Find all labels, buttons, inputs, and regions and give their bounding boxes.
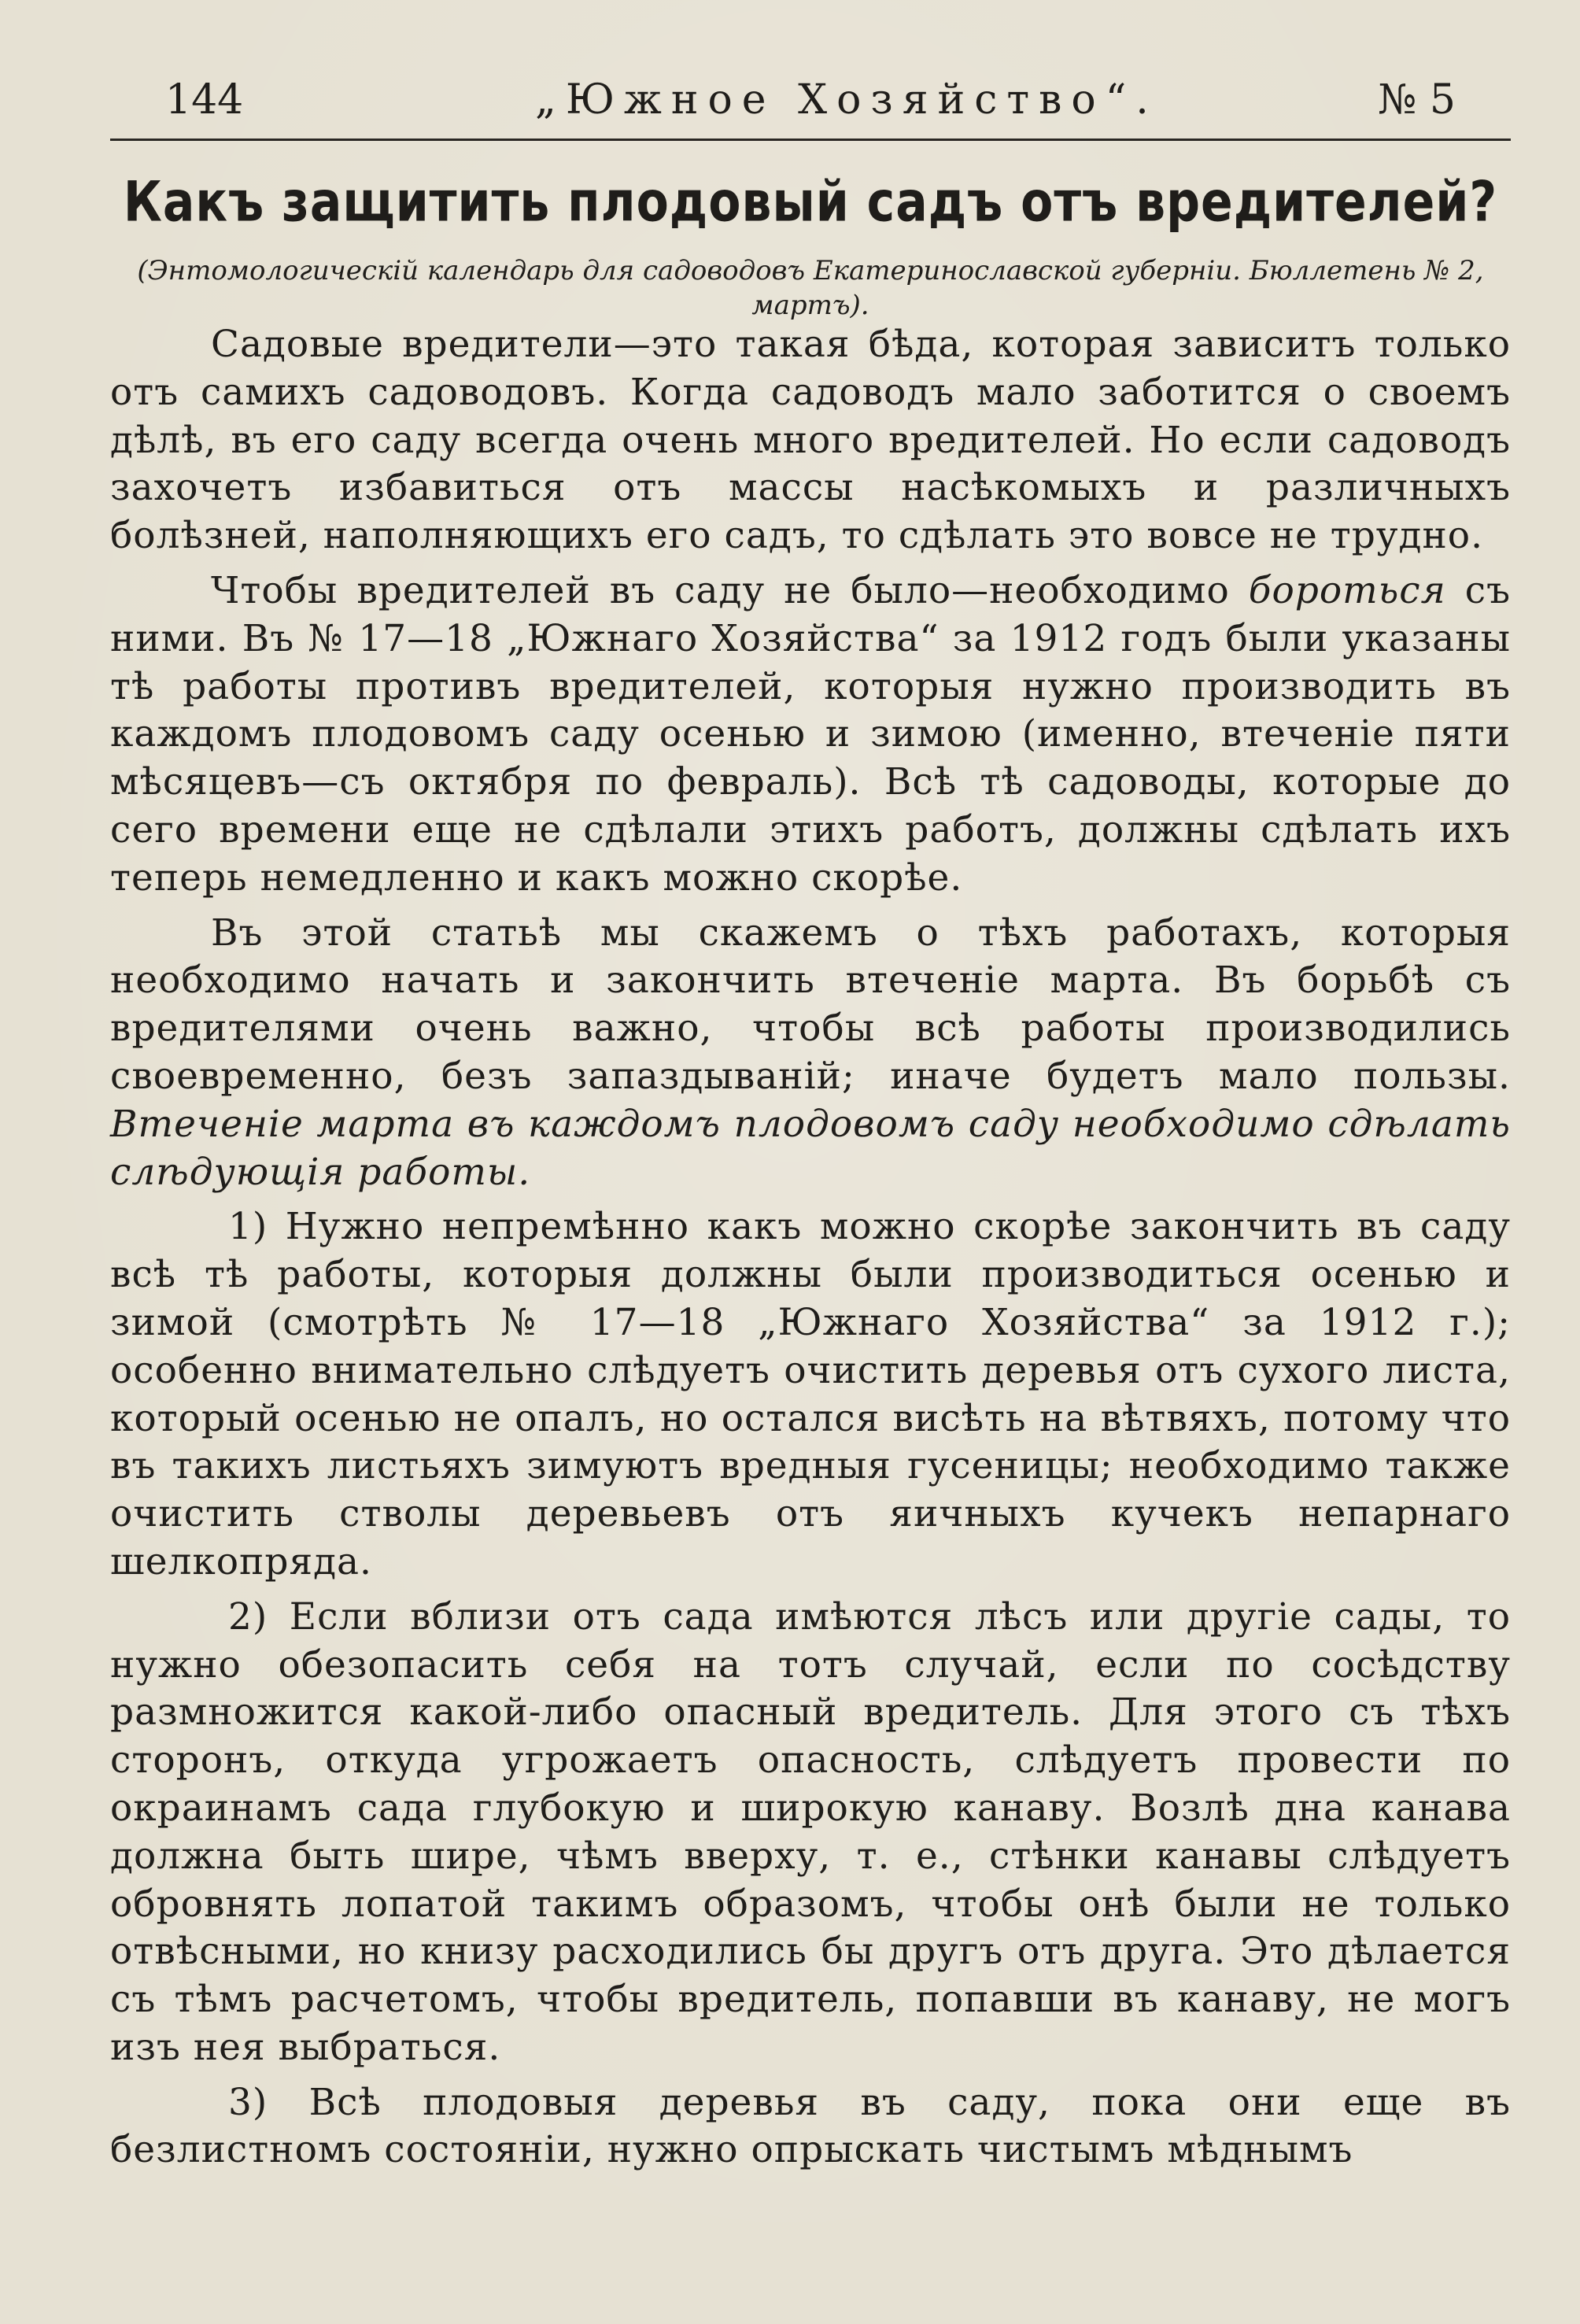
header-rule [110,139,1511,141]
article-title: Какъ защитить плодовый садъ отъ вредителей? [123,169,1498,235]
paragraph-2-emphasis: бороться [1248,568,1446,612]
paragraph-1: Садовые вредители—это такая бѣда, которая зависитъ только отъ самихъ садоводовъ. Когда садоводъ мало заботится о своемъ дѣлѣ, въ его саду всегда очень много вредителей. Но если садоводъ захочетъ избавиться отъ массы насѣкомыхъ и различныхъ болѣзней, наполняющихъ его садъ, то сдѣлать это вовсе не трудно. [110,323,1511,558]
article-source: (Энтомологическій календарь для садоводовъ Екатеринославской губерніи. Бюллетень № 2, мартъ). [137,255,1484,321]
paragraph-3-emphasis: Втеченіе марта въ каждомъ плодовомъ саду необходимо сдѣлать слѣдующія работы. [110,1102,1511,1194]
journal-title: „Южное Хозяйство“. [535,76,1158,124]
issue-number: № 5 [1378,76,1456,124]
paragraph-2-end: съ ними. Въ № 17—18 „Южнаго Хозяйства“ за 1912 годъ были указаны тѣ работы противъ вредителей, которыя нужно производить въ каждомъ плодовомъ саду осенью и зимою (именно, втеченіе пяти мѣсяцевъ—съ октября по февраль). Всѣ тѣ садоводы, которые до сего времени еще не сдѣлали этихъ работъ, должны сдѣлать ихъ теперь немедленно и какъ можно скорѣе. [110,568,1511,900]
paragraph-2 [110,567,1511,903]
running-header [165,72,1456,127]
list-item-2: 2) Если вблизи отъ сада имѣются лѣсъ или другіе сады, то нужно обезопасить себя на тотъ случай, если по сосѣдству размножится какой-либо опасный вредитель. Для этого съ тѣхъ сторонъ, откуда угрожаетъ опасность, слѣдуетъ провести по окраинамъ сада глубокую и широкую канаву. Возлѣ дна канава должна быть шире, чѣмъ вверху, т. е., стѣнки канавы слѣдуетъ обровнять лопатой такимъ образомъ, чтобы онѣ были не только отвѣсными, но книзу расходились бы другъ отъ друга. Это дѣлается съ тѣмъ расчетомъ, чтобы вредитель, попавши въ канаву, не могъ изъ нея выбраться. [110,1594,1511,2069]
article-body [110,321,1511,2182]
paragraph-3-start: Въ этой статьѣ мы скажемъ о тѣхъ работахъ, которыя необходимо начать и закончить втеченіе марта. Въ борьбѣ съ вредителями очень важно, чтобы всѣ работы производились своевременно, безъ запаздываній; иначе будетъ мало пользы. [110,911,1511,1098]
page-number: 144 [165,76,244,124]
list-item-3: 3) Всѣ плодовыя деревья въ саду, пока они еще въ безлистномъ состояніи, нужно опрыскать чистымъ мѣднымъ [110,2080,1511,2172]
paragraph-2-start: Чтобы вредителей въ саду не было—необходимо [211,568,1249,612]
list-item-1: 1) Нужно непремѣнно какъ можно скорѣе закончить въ саду всѣ тѣ работы, которыя должны были производиться осенью и зимой (смотрѣть № 17—18 „Южнаго Хозяйства“ за 1912 г.); особенно внимательно слѣдуетъ очистить деревья отъ сухого листа, который осенью не опалъ, но остался висѣть на вѣтвяхъ, потому что въ такихъ листьяхъ зимуютъ вредныя гусеницы; необходимо также очистить стволы деревьевъ отъ яичныхъ кучекъ непарнаго шелкопряда. [110,1205,1511,1583]
paragraph-3 [110,910,1511,1197]
